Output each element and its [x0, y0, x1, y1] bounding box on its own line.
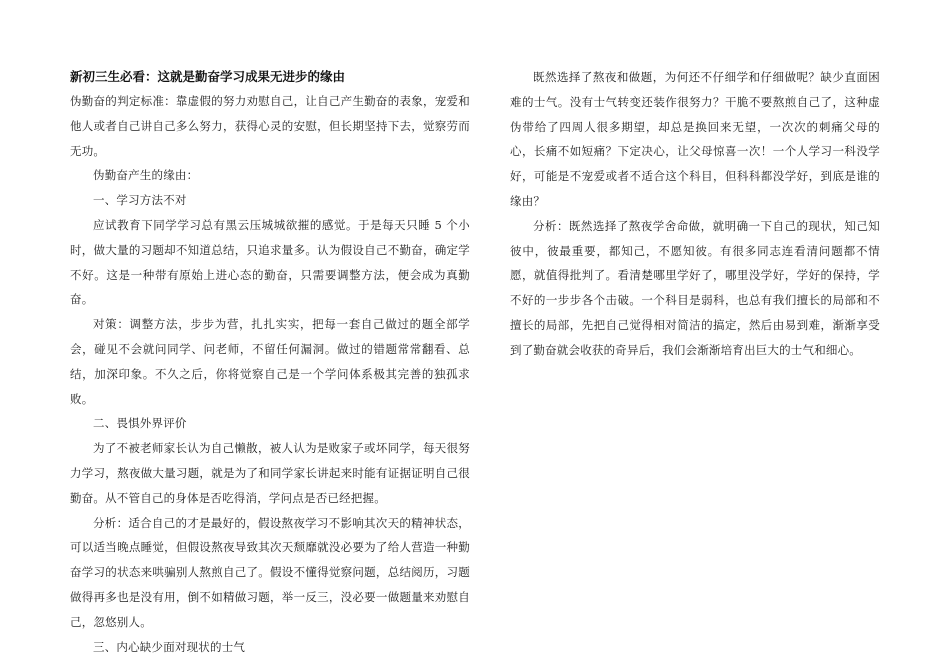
- section-heading: 三、内心缺少面对现状的士气: [93, 639, 246, 654]
- paragraph: 既然选择了熬夜和做题，为何还不仔细学和仔细做呢？缺少直面困难的士气。没有士气转变还装作很努力？干脆不要熬煎自己了，这种虚伪带给了四周人很多期望，却总是换回来无望，一次次的刺痛父母的心，长痛不如短痛？下定决心，让父母惊喜一次！一个人学习一科没学好，可能是不宠爱或者不适合这个科目，但科科都没学好，到底是谁的缘由？: [510, 70, 880, 208]
- paragraph: 伪勤奋的判定标准：靠虚假的努力劝慰自己，让自己产生勤奋的表象，宠爱和他人或者自己讲自己多么努力，获得心灵的安慰，但长期坚持下去，觉察劳而无功。: [70, 94, 470, 158]
- document-title: 新初三生必看：这就是勤奋学习成果无进步的缘由: [70, 69, 346, 84]
- paragraph: 伪勤奋产生的缘由：: [93, 168, 199, 183]
- left-column: [70, 65, 470, 659]
- right-column: [510, 65, 880, 363]
- paragraph: 分析：适合自己的才是最好的，假设熬夜学习不影响其次天的精神状态，可以适当晚点睡觉，但假设熬夜导致其次天颓靡就没必要为了给人营造一种勤奋学习的状态来哄骗别人熬煎自己了。假设不懂得觉察问题，总结阅历，习题做得再多也是没有用，倒不如精做习题，举一反三，没必要一做题量来劝慰自己，忽悠别人。: [70, 515, 470, 629]
- paragraph: 为了不被老师家长认为自己懒散，被人认为是败家子或坏同学，每天很努力学习，熬夜做大量习题，就是为了和同学家长讲起来时能有证据证明自己很勤奋。从不管自己的身体是否吃得消，学问点是否已经把握。: [70, 441, 470, 505]
- section-heading: 一、学习方法不对: [93, 193, 187, 208]
- section-heading: 二、畏惧外界评价: [93, 416, 187, 431]
- paragraph: 对策：调整方法，步步为营，扎扎实实，把每一套自己做过的题全部学会，碰见不会就问同学、问老师，不留任何漏洞。做过的错题常常翻看、总结，加深印象。不久之后，你将觉察自己是一个学问体系极其完善的独孤求败。: [70, 317, 470, 406]
- paragraph: 应试教育下同学学习总有黑云压城城欲摧的感觉。于是每天只睡 5 个小时，做大量的习题却不知道总结，只追求量多。认为假设自己不勤奋，确定学不好。这是一种带有原始上进心态的勤奋，只需要调整方法，便会成为真勤奋。: [70, 217, 470, 307]
- paragraph: 分析：既然选择了熬夜学舍命做，就明确一下自己的现状，知己知彼中，彼最重要，都知己，不愿知彼。有很多同志连看清问题都不情愿，就值得批判了。看清楚哪里学好了，哪里没学好，学好的保持，学不好的一步步各个击破。一个科目是弱科，也总有我们擅长的局部和不擅长的局部，先把自己觉得相对简洁的搞定，然后由易到难，渐渐享受到了勤奋就会收获的奇异后，我们会渐渐培育出巨大的士气和细心。: [510, 218, 880, 357]
